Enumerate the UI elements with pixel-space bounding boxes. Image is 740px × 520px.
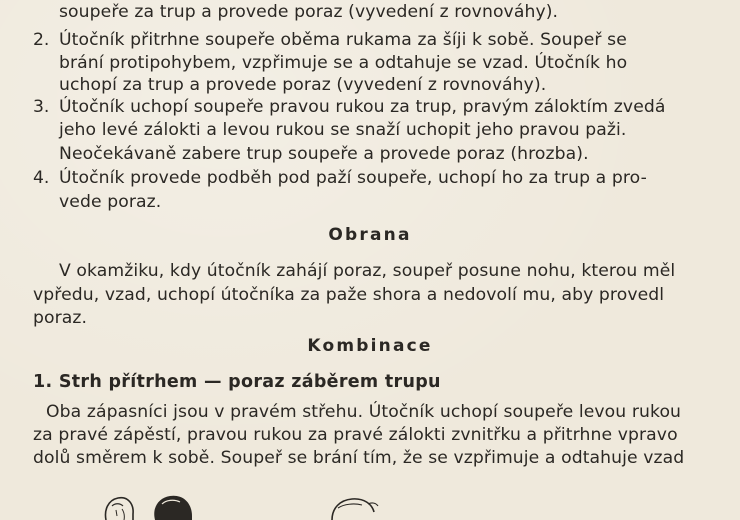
wrestler-illustration-left [100, 494, 220, 520]
list-item-3-line-3: Neočekávaně zabere trup soupeře a provede poraz (hrozba). [59, 144, 589, 164]
obrana-line-3: poraz. [33, 308, 88, 328]
list-item-2-line-1: Útočník přitrhne soupeře oběma rukama za šíji k sobě. Soupeř se [59, 30, 627, 50]
list-item-2-line-3: uchopí za trup a provede poraz (vyvedení z rovnováhy). [59, 75, 547, 95]
kombinace-line-1: Oba zápasníci jsou v pravém střehu. Útočník uchopí soupeře levou rukou [46, 402, 682, 422]
list-item-2-line-2: brání protipohybem, vzpřimuje se a odtahuje se vzad. Útočník ho [59, 53, 628, 73]
list-number-2: 2. [33, 30, 50, 50]
section-heading-kombinace: Kombinace [307, 336, 433, 356]
kombinace-line-2: za pravé zápěstí, pravou rukou za pravé zálokti zvnitřku a přitrhne vpravo [33, 425, 678, 445]
list-item-1-tail: soupeře za trup a provede poraz (vyvedení z rovnováhy). [59, 2, 559, 22]
list-item-4-line-2: vede poraz. [59, 192, 162, 212]
list-number-4: 4. [33, 168, 50, 188]
section-heading-obrana: Obrana [328, 225, 412, 245]
kombinace-line-3: dolů směrem k sobě. Soupeř se brání tím, že se vzpřimuje a odtahuje vzad [33, 448, 685, 468]
subsection-heading: 1. Strh přítrhem — poraz záběrem trupu [33, 372, 441, 392]
obrana-line-2: vpředu, vzad, uchopí útočníka za paže shora a nedovolí mu, aby provedl [33, 285, 665, 305]
wrestler-illustration-right [328, 494, 388, 520]
list-number-3: 3. [33, 97, 50, 117]
list-item-3-line-1: Útočník uchopí soupeře pravou rukou za trup, pravým záloktím zvedá [59, 97, 666, 117]
list-item-3-line-2: jeho levé zálokti a levou rukou se snaží uchopit jeho pravou paži. [59, 120, 627, 140]
obrana-line-1: V okamžiku, kdy útočník zahájí poraz, soupeř posune nohu, kterou měl [59, 261, 676, 281]
list-item-4-line-1: Útočník provede podběh pod paží soupeře, uchopí ho za trup a pro- [59, 168, 647, 188]
